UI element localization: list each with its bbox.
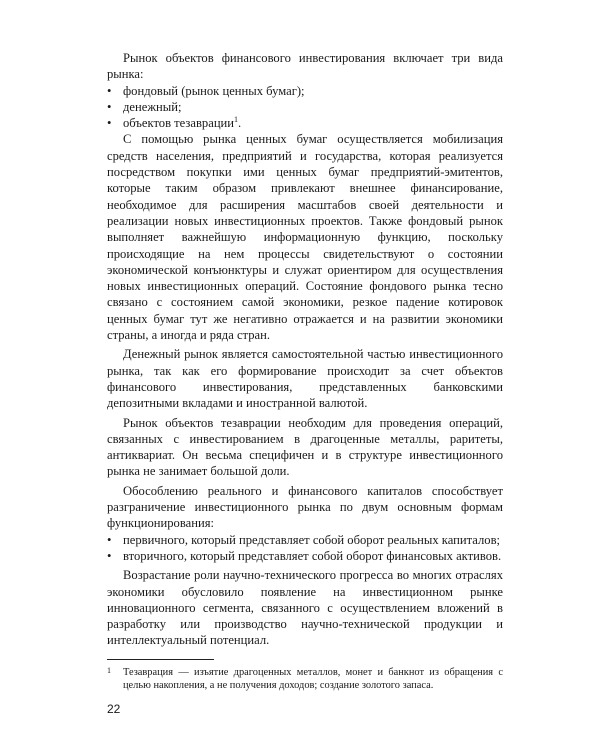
footnote-divider [107, 659, 214, 660]
paragraph-money-market: Денежный рынок является самостоятельной частью инвестиционного рынка, так как его формирование происходит за счет объектов финансового инвестирования, представленных банковскими депозитными вкладами и иностранной валютой. [107, 347, 503, 411]
list-item [107, 548, 503, 564]
footnote [107, 666, 503, 693]
list-item [107, 83, 503, 99]
list-item-end: . [238, 116, 242, 131]
market-types-list [107, 83, 503, 132]
bullet-icon: • [107, 83, 112, 98]
intro-paragraph: Рынок объектов финансового инвестирования включает три вида рынка: [107, 51, 503, 82]
bullet-icon: • [107, 116, 112, 131]
list-item-text: денежный; [123, 99, 182, 114]
page-body [107, 50, 503, 693]
list-item [107, 115, 503, 131]
paragraph-capital-separation: Обособлению реального и финансового капиталов способствует разграничение инвестиционного рынка по двум основным формам функционирования: [107, 483, 503, 531]
paragraph-innovation: Возрастание роли научно-технического прогресса во многих отраслях экономики обусловило появление на инвестиционном рынке инновационного сегмента, связанного с осуществлением вложений в разработку или производство научно-технической продукции и интеллектуальный потенциал. [107, 568, 503, 648]
footnote-reference: 1 [234, 115, 239, 124]
main-text [107, 50, 503, 649]
footnote-text: Тезаврация — изъятие драгоценных металлов, монет и банкнот из обращения с целью накопления, а не получения доходов; создание золотого запаса. [123, 666, 503, 692]
market-forms-list [107, 532, 503, 565]
paragraph-securities: С помощью рынка ценных бумаг осуществляется мобилизация средств населения, предприятий и государства, которая реализуется посредством покупки ими ценных бумаг предприятий-эмитентов, которые таким образом привлекают внешнее финансирование, необходимое для расширения масштабов своей деятельности и реализации новых инвестиционных проектов. Также фондовый рынок выполняет важнейшую информационную функцию, поскольку происходящие на нем процессы свидетельствуют о состоянии экономической конъюнктуры и служат ориентиром для осуществления новых инвестиционных операций. Состояние фондового рынка тесно связано с состоянием самой экономики, резкое падение котировок ценных бумаг тут же негативно отражается и на развитии экономики страны, а иногда и ряда стран. [107, 132, 503, 343]
bullet-icon: • [107, 548, 112, 563]
list-item-text: фондовый (рынок ценных бумаг); [123, 83, 305, 98]
paragraph-hoarding-market: Рынок объектов тезаврации необходим для проведения операций, связанных с инвестированием в драгоценные металлы, раритеты, антиквариат. Он весьма специфичен и в структуре инвестиционного рынка не занимает большой доли. [107, 415, 503, 479]
list-item-text: первичного, который представляет собой оборот реальных капиталов; [123, 532, 501, 547]
bullet-icon: • [107, 99, 112, 114]
list-item [107, 532, 503, 548]
list-item [107, 99, 503, 115]
list-item-text: объектов тезаврации [123, 116, 235, 131]
page-number: 22 [107, 702, 121, 716]
footnote-mark: 1 [107, 665, 111, 675]
list-item-text: вторичного, который представляет собой оборот финансовых активов. [123, 548, 502, 563]
bullet-icon: • [107, 532, 112, 547]
